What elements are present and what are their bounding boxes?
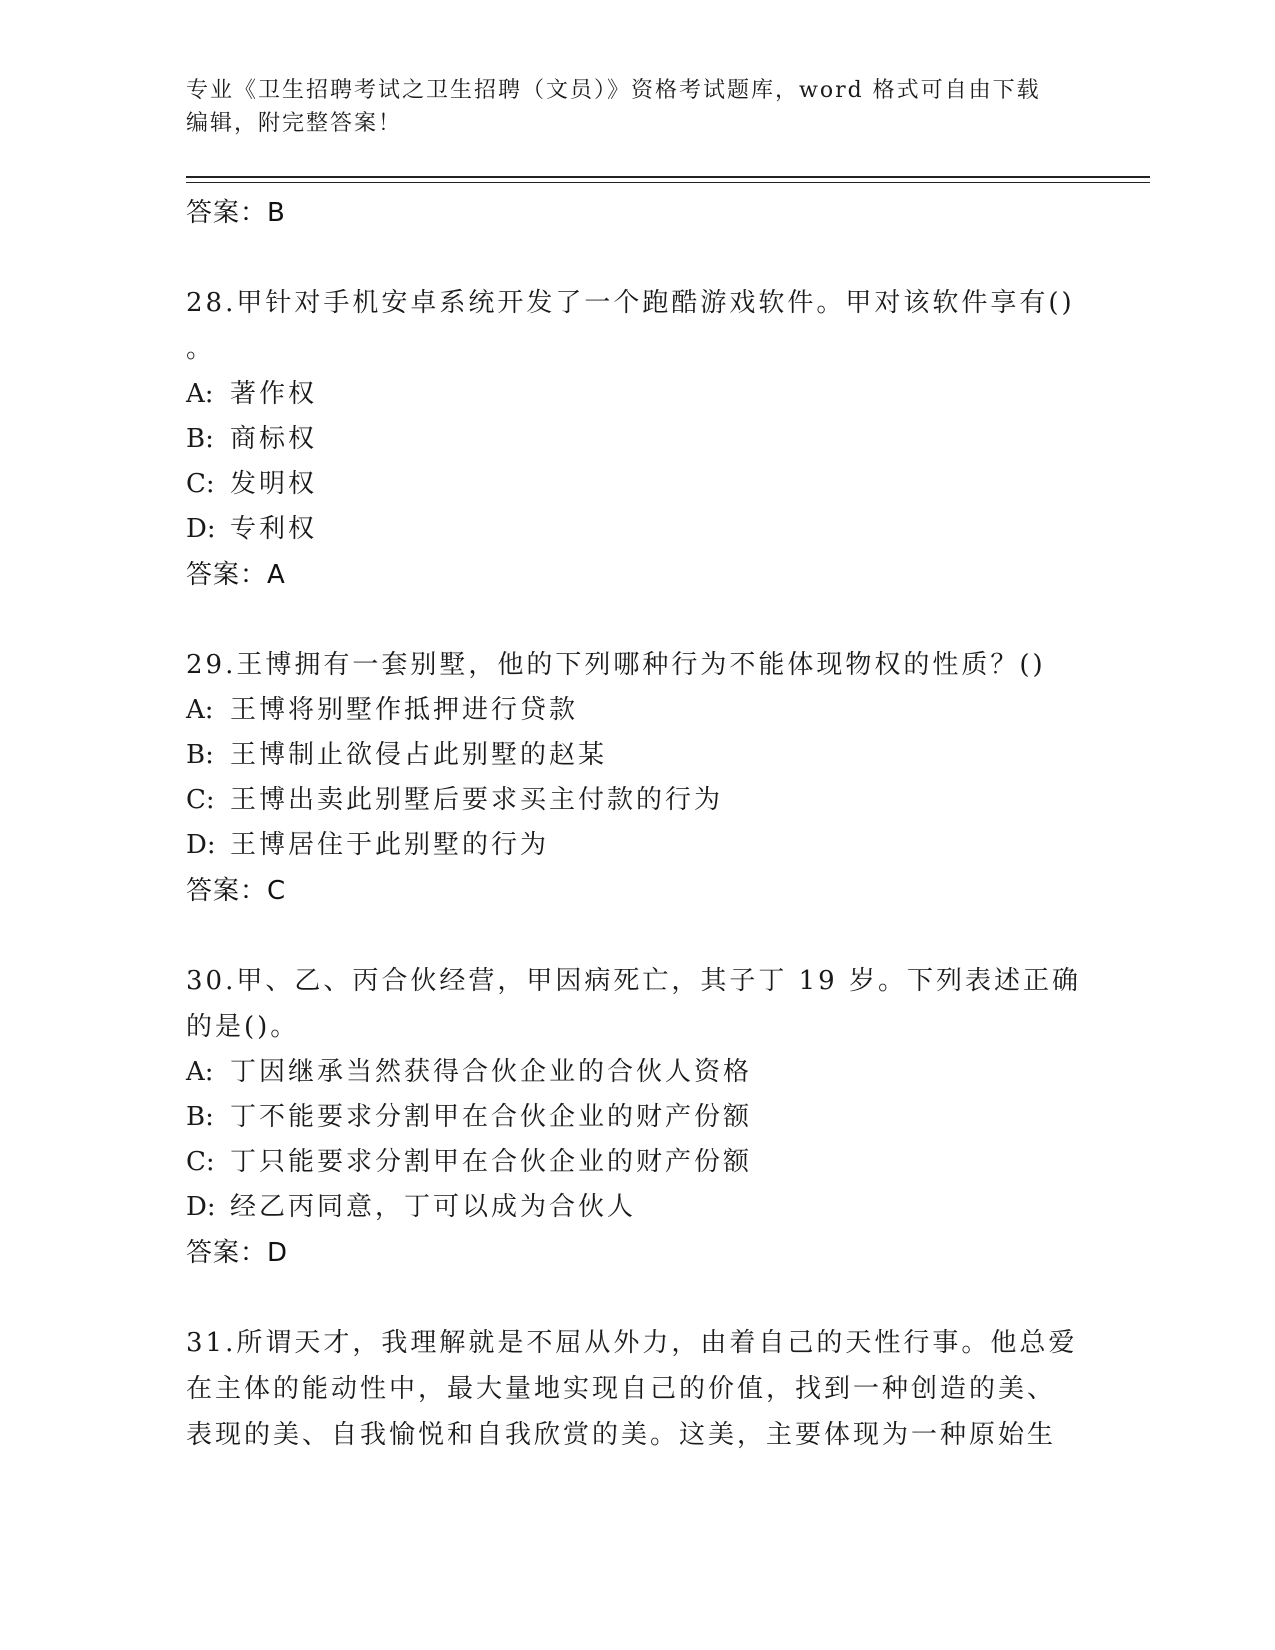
option-letter: D: bbox=[186, 514, 216, 544]
option-a bbox=[186, 1050, 1086, 1095]
option-text: 专利权 bbox=[230, 514, 318, 544]
question-text-line: 28.甲针对手机安卓系统开发了一个跑酷游戏软件。甲对该软件享有() bbox=[186, 288, 1075, 318]
option-a bbox=[186, 688, 1086, 733]
header-line-1: 专业《卫生招聘考试之卫生招聘（文员）》资格考试题库，word 格式可自由下载 bbox=[186, 78, 1041, 103]
option-letter: C: bbox=[186, 1147, 215, 1177]
option-b bbox=[186, 1095, 1086, 1140]
question-text-line: 在主体的能动性中，最大量地实现自己的价值，找到一种创造的美、 bbox=[186, 1374, 1057, 1404]
option-letter: A: bbox=[186, 695, 214, 725]
option-text: 发明权 bbox=[230, 469, 318, 499]
option-letter: B: bbox=[186, 740, 214, 770]
question-text-line: 31.所谓天才，我理解就是不屈从外力，由着自己的天性行事。他总爱 bbox=[186, 1328, 1078, 1358]
question-content bbox=[186, 190, 1086, 1458]
option-d bbox=[186, 823, 1086, 868]
question-30 bbox=[186, 958, 1086, 1276]
option-text: 王博居住于此别墅的行为 bbox=[230, 830, 550, 860]
option-letter: B: bbox=[186, 1102, 214, 1132]
option-text: 王博出卖此别墅后要求买主付款的行为 bbox=[230, 785, 724, 815]
option-text: 经乙丙同意，丁可以成为合伙人 bbox=[230, 1192, 637, 1222]
option-text: 商标权 bbox=[230, 424, 318, 454]
option-d bbox=[186, 1185, 1086, 1230]
option-letter: D: bbox=[186, 830, 216, 860]
answer-line: 答案：B bbox=[186, 198, 286, 228]
question-text-line: 的是()。 bbox=[186, 1012, 300, 1042]
option-letter: A: bbox=[186, 1057, 214, 1087]
question-text-line: 。 bbox=[186, 334, 216, 364]
option-letter: C: bbox=[186, 785, 215, 815]
option-text: 丁因继承当然获得合伙企业的合伙人资格 bbox=[230, 1057, 753, 1087]
option-d bbox=[186, 507, 1086, 552]
option-letter: A: bbox=[186, 379, 214, 409]
question-31 bbox=[186, 1320, 1086, 1458]
question-text-line: 表现的美、自我愉悦和自我欣赏的美。这美，主要体现为一种原始生 bbox=[186, 1420, 1057, 1450]
question-29 bbox=[186, 642, 1086, 914]
option-text: 著作权 bbox=[230, 379, 318, 409]
question-text-line: 29.王博拥有一套别墅，他的下列哪种行为不能体现物权的性质？() bbox=[186, 650, 1046, 680]
header-line-2: 编辑，附完整答案！ bbox=[186, 111, 403, 136]
option-c bbox=[186, 462, 1086, 507]
option-text: 王博将别墅作抵押进行贷款 bbox=[230, 695, 579, 725]
option-b bbox=[186, 733, 1086, 778]
option-text: 丁不能要求分割甲在合伙企业的财产份额 bbox=[230, 1102, 753, 1132]
option-c bbox=[186, 1140, 1086, 1185]
answer-line: 答案：A bbox=[186, 560, 286, 590]
option-c bbox=[186, 778, 1086, 823]
option-a bbox=[186, 372, 1086, 417]
option-letter: B: bbox=[186, 424, 214, 454]
question-28 bbox=[186, 280, 1086, 598]
header-divider-thick bbox=[186, 176, 1150, 178]
answer-line: 答案：D bbox=[186, 1238, 289, 1268]
option-letter: C: bbox=[186, 469, 215, 499]
option-text: 王博制止欲侵占此别墅的赵某 bbox=[230, 740, 608, 770]
option-letter: D: bbox=[186, 1192, 216, 1222]
header-divider-thin bbox=[186, 182, 1150, 183]
option-b bbox=[186, 417, 1086, 462]
option-text: 丁只能要求分割甲在合伙企业的财产份额 bbox=[230, 1147, 753, 1177]
document-header bbox=[186, 74, 1086, 140]
question-text-line: 30.甲、乙、丙合伙经营，甲因病死亡，其子丁 19 岁。下列表述正确 bbox=[186, 966, 1081, 996]
answer-line: 答案：C bbox=[186, 876, 287, 906]
